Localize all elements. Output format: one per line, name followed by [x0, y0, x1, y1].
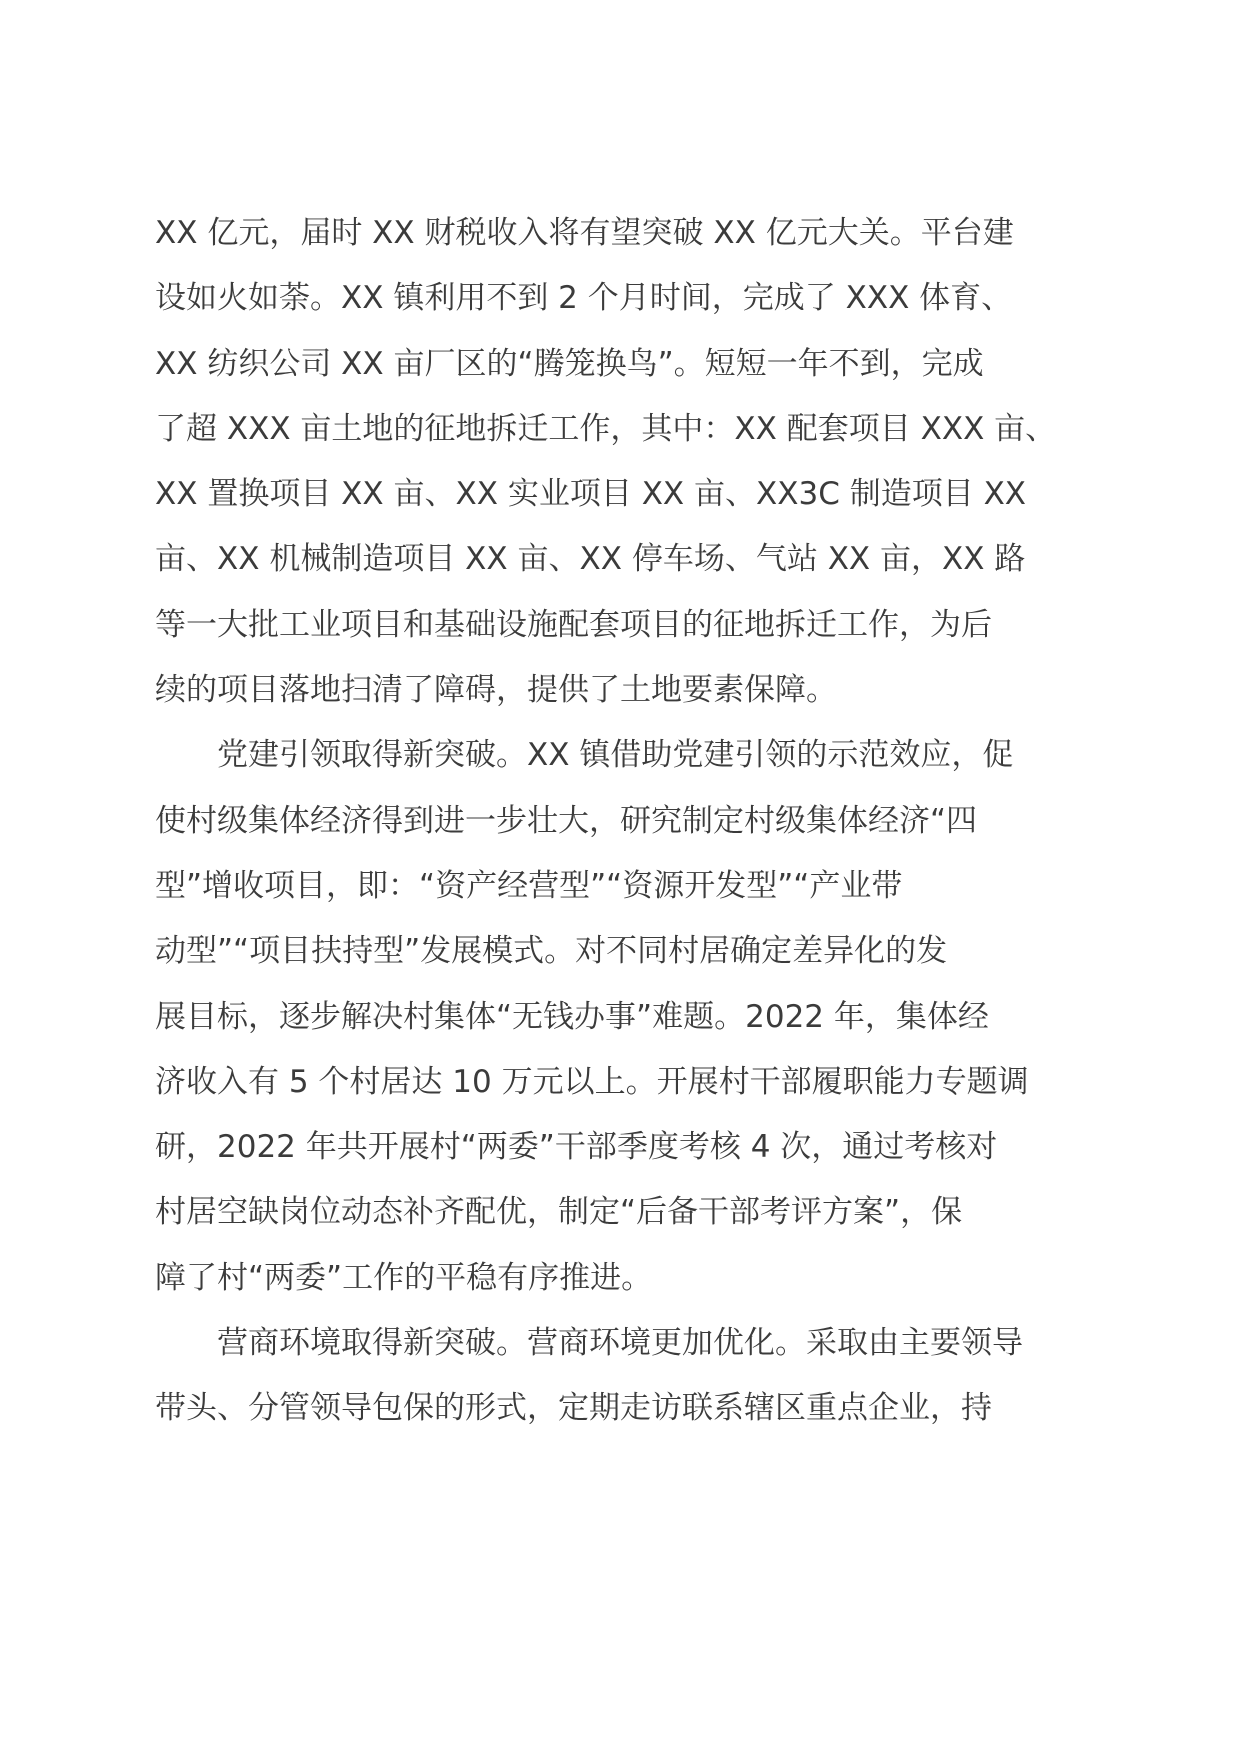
paragraph-platform-construction: [155, 201, 1090, 723]
text-line: 了超 XXX 亩土地的征地拆迁工作，其中：XX 配套项目 XXX 亩、: [155, 410, 1057, 447]
text-line: 党建引领取得新突破。XX 镇借助党建引领的示范效应，促: [155, 737, 1014, 774]
text-line: 使村级集体经济得到进一步壮大，研究制定村级集体经济“四: [155, 802, 978, 839]
paragraph-business-environment: [155, 1311, 1090, 1442]
document-body: [155, 217, 1090, 1458]
text-line: 村居空缺岗位动态补齐配优，制定“后备干部考评方案”，保: [155, 1194, 963, 1231]
text-line: 设如火如荼。XX 镇利用不到 2 个月时间，完成了 XXX 体育、: [155, 280, 1013, 317]
text-line: XX 纺织公司 XX 亩厂区的“腾笼换鸟”。短短一年不到，完成: [155, 345, 984, 382]
text-line: XX 置换项目 XX 亩、XX 实业项目 XX 亩、XX3C 制造项目 XX: [155, 476, 1027, 513]
text-line: 续的项目落地扫清了障碍，提供了土地要素保障。: [155, 672, 837, 709]
text-line: 等一大批工业项目和基础设施配套项目的征地拆迁工作，为后: [155, 606, 992, 643]
text-line: 研，2022 年共开展村“两委”干部季度考核 4 次，通过考核对: [155, 1129, 998, 1166]
paragraph-party-building: [155, 723, 1090, 1311]
text-line: 展目标，逐步解决村集体“无钱办事”难题。2022 年，集体经: [155, 998, 989, 1035]
text-line: 营商环境取得新突破。营商环境更加优化。采取由主要领导: [155, 1325, 1023, 1362]
text-line: 带头、分管领导包保的形式，定期走访联系辖区重点企业，持: [155, 1390, 992, 1427]
text-line: 障了村“两委”工作的平稳有序推进。: [155, 1259, 653, 1296]
text-line: 型”增收项目，即：“资产经营型”“资源开发型”“产业带: [155, 867, 903, 904]
text-line: 济收入有 5 个村居达 10 万元以上。开展村干部履职能力专题调: [155, 1063, 1029, 1100]
text-line: 亩、XX 机械制造项目 XX 亩、XX 停车场、气站 XX 亩，XX 路: [155, 541, 1026, 578]
text-line: XX 亿元，届时 XX 财税收入将有望突破 XX 亿元大关。平台建: [155, 215, 1014, 251]
text-line: 动型”“项目扶持型”发展模式。对不同村居确定差异化的发: [155, 933, 948, 970]
